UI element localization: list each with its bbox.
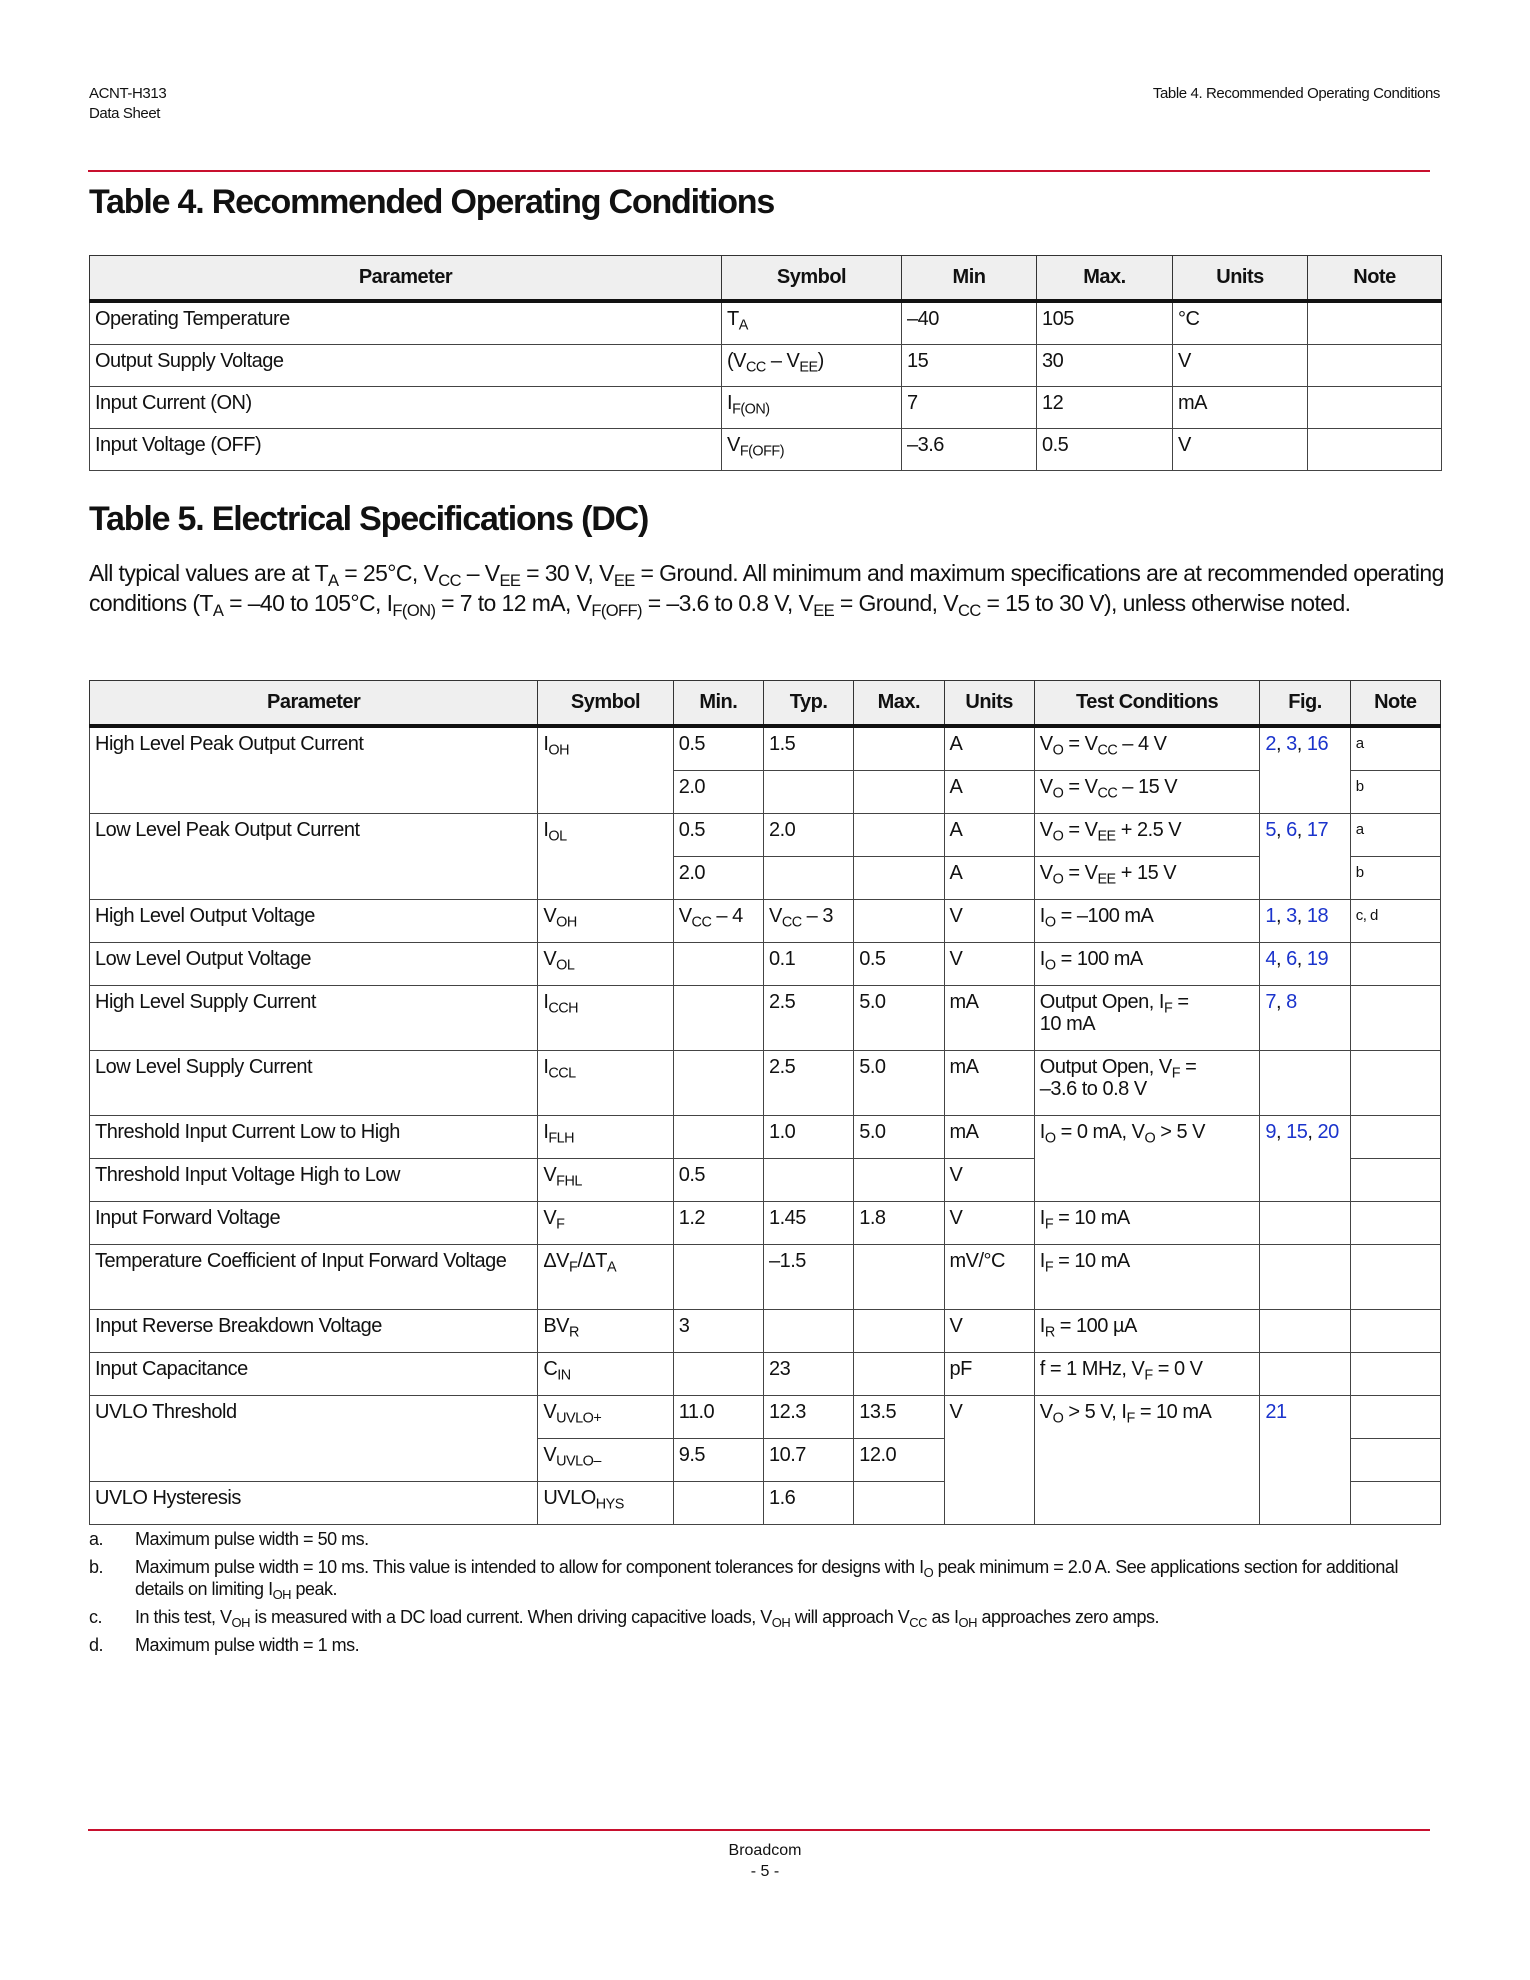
min-cell: 1.2 bbox=[673, 1202, 763, 1245]
table-row bbox=[90, 900, 1441, 943]
typ-cell: 12.3 bbox=[763, 1396, 853, 1439]
note-cell bbox=[1350, 1353, 1440, 1396]
col-header: Test Conditions bbox=[1034, 681, 1260, 727]
note-cell bbox=[1350, 1482, 1440, 1525]
footnote bbox=[89, 1634, 1429, 1656]
min-cell bbox=[673, 1245, 763, 1310]
note-cell: a bbox=[1350, 726, 1440, 771]
doc-type: Data Sheet bbox=[89, 105, 161, 122]
fig-cell bbox=[1260, 1202, 1350, 1245]
note-cell bbox=[1350, 986, 1440, 1051]
typ-cell: 1.0 bbox=[763, 1116, 853, 1159]
test-conditions-cell: Output Open, $I_F$ = 10 mA bbox=[1034, 986, 1260, 1051]
fig-link[interactable]: 6 bbox=[1286, 948, 1297, 970]
units-cell: °C bbox=[1173, 301, 1308, 345]
footnote-text: Maximum pulse width = 1 ms. bbox=[135, 1635, 360, 1655]
test-conditions-cell: $I_F = 10$ mA bbox=[1034, 1245, 1260, 1310]
symbol-cell: $C_{IN}$ bbox=[538, 1353, 673, 1396]
symbol-cell: $I_{F(ON)}$ bbox=[722, 387, 902, 429]
min-cell: 0.5 bbox=[673, 814, 763, 857]
fig-cell: 9, 15, 20 bbox=[1260, 1116, 1350, 1202]
doc-id: ACNT-H313 bbox=[89, 85, 167, 102]
note-cell bbox=[1350, 1245, 1440, 1310]
symbol-cell: $V_F$ bbox=[538, 1202, 673, 1245]
typ-cell: –1.5 bbox=[763, 1245, 853, 1310]
footnote bbox=[89, 1556, 1429, 1600]
fig-link[interactable]: 18 bbox=[1306, 905, 1329, 927]
units-cell: A bbox=[944, 857, 1034, 900]
max-cell: 13.5 bbox=[854, 1396, 944, 1439]
max-cell bbox=[854, 726, 944, 771]
max-cell: 1.8 bbox=[854, 1202, 944, 1245]
max-cell bbox=[854, 900, 944, 943]
symbol-cell: $I_{OH}$ bbox=[538, 726, 673, 814]
units-cell: V bbox=[944, 1310, 1034, 1353]
footer-divider bbox=[88, 1829, 1430, 1831]
min-cell bbox=[673, 1116, 763, 1159]
col-header: Max. bbox=[854, 681, 944, 727]
parameter-cell: Input Capacitance bbox=[90, 1353, 538, 1396]
table-row bbox=[90, 943, 1441, 986]
units-cell: mA bbox=[944, 1051, 1034, 1116]
fig-link[interactable]: 4 bbox=[1265, 948, 1277, 970]
col-header: Parameter bbox=[90, 256, 722, 302]
fig-link[interactable]: 2 bbox=[1265, 733, 1277, 755]
typ-cell bbox=[763, 1159, 853, 1202]
col-header: Min bbox=[902, 256, 1037, 302]
table-footnotes bbox=[89, 1528, 1429, 1662]
fig-cell: 1, 3, 18 bbox=[1260, 900, 1350, 943]
units-cell: mA bbox=[1173, 387, 1308, 429]
table-row bbox=[90, 345, 1442, 387]
fig-link[interactable]: 3 bbox=[1286, 733, 1297, 755]
table-row bbox=[90, 1353, 1441, 1396]
page-number: - 5 - bbox=[750, 1863, 780, 1880]
table-header-row bbox=[90, 681, 1441, 727]
min-cell: 11.0 bbox=[673, 1396, 763, 1439]
typ-cell: 1.6 bbox=[763, 1482, 853, 1525]
symbol-cell: $I_{CCL}$ bbox=[538, 1051, 673, 1116]
max-cell bbox=[854, 857, 944, 900]
min-cell: –40 bbox=[902, 301, 1037, 345]
fig-cell: 7, 8 bbox=[1260, 986, 1350, 1051]
units-cell: V bbox=[944, 1396, 1034, 1525]
min-cell bbox=[673, 986, 763, 1051]
test-conditions-cell: $I_R = 100$ µA bbox=[1034, 1310, 1260, 1353]
fig-link[interactable]: 20 bbox=[1317, 1121, 1339, 1143]
test-conditions-cell: $V_O > 5$ V, $I_F = 10$ mA bbox=[1034, 1396, 1260, 1525]
max-cell: 30 bbox=[1037, 345, 1173, 387]
note-cell bbox=[1350, 1202, 1440, 1245]
note-cell: a bbox=[1350, 814, 1440, 857]
fig-cell bbox=[1260, 1310, 1350, 1353]
units-cell: A bbox=[944, 814, 1034, 857]
parameter-cell: Input Current (ON) bbox=[90, 387, 722, 429]
units-cell: A bbox=[944, 771, 1034, 814]
parameter-cell: Low Level Supply Current bbox=[90, 1051, 538, 1116]
note-cell: b bbox=[1350, 857, 1440, 900]
fig-link[interactable]: 7 bbox=[1265, 991, 1277, 1013]
note-cell bbox=[1350, 1396, 1440, 1439]
note-cell bbox=[1308, 429, 1442, 471]
max-cell: 0.5 bbox=[1037, 429, 1173, 471]
fig-cell bbox=[1260, 1353, 1350, 1396]
symbol-cell: $\Delta V_F/\Delta T_A$ bbox=[538, 1245, 673, 1310]
fig-cell: 5, 6, 17 bbox=[1260, 814, 1350, 900]
symbol-cell: $T_A$ bbox=[722, 301, 902, 345]
table-row bbox=[90, 429, 1442, 471]
footer-brand: Broadcom bbox=[728, 1842, 802, 1859]
min-cell: 2.0 bbox=[673, 771, 763, 814]
table5-intro-text: All typical values are at $T_A = 25^\circ C$, $V_{CC} - V_{EE} = 30$ V, $V_{EE}$ = Ground. All minimum and maximum specifications are at recommended operating conditions ($T_A = -40$ to 105°C, $I_{F(ON)} = 7$ to 12 mA, $V_{F(OFF)} = -3.6$ to 0.8 V, $V_{EE}$ = Ground, $V_{CC} = 15$ to 30 V), unless otherwise noted. bbox=[89, 560, 1444, 620]
table-row bbox=[90, 814, 1441, 857]
table-row bbox=[90, 1051, 1441, 1116]
min-cell bbox=[673, 1353, 763, 1396]
table-row bbox=[90, 301, 1442, 345]
col-header: Typ. bbox=[763, 681, 853, 727]
symbol-cell: $BV_R$ bbox=[538, 1310, 673, 1353]
footnote-text: Maximum pulse width = 50 ms. bbox=[135, 1529, 369, 1549]
fig-link[interactable]: 6 bbox=[1286, 819, 1297, 841]
footnote-label: c. bbox=[89, 1607, 103, 1627]
fig-link[interactable]: 5 bbox=[1265, 819, 1277, 841]
fig-cell: 4, 6, 19 bbox=[1260, 943, 1350, 986]
fig-cell bbox=[1260, 1396, 1350, 1525]
col-header: Units bbox=[944, 681, 1034, 727]
max-cell bbox=[854, 1353, 944, 1396]
symbol-cell: $V_{OL}$ bbox=[538, 943, 673, 986]
parameter-cell: Low Level Peak Output Current bbox=[90, 814, 538, 900]
parameter-cell: UVLO Hysteresis bbox=[90, 1482, 538, 1525]
units-cell: V bbox=[944, 900, 1034, 943]
symbol-cell: $(V_{CC} - V_{EE})$ bbox=[722, 345, 902, 387]
header-doc-info bbox=[89, 84, 166, 124]
recommended-operating-conditions-table bbox=[89, 255, 1442, 471]
min-cell bbox=[673, 943, 763, 986]
table-row bbox=[90, 726, 1441, 771]
min-cell: 7 bbox=[902, 387, 1037, 429]
units-cell: A bbox=[944, 726, 1034, 771]
units-cell: mV/°C bbox=[944, 1245, 1034, 1310]
typ-cell: 2.5 bbox=[763, 1051, 853, 1116]
parameter-cell: High Level Output Voltage bbox=[90, 900, 538, 943]
min-cell: 0.5 bbox=[673, 1159, 763, 1202]
typ-cell bbox=[763, 857, 853, 900]
note-cell bbox=[1308, 301, 1442, 345]
col-header: Min. bbox=[673, 681, 763, 727]
fig-link[interactable]: 3 bbox=[1286, 905, 1297, 927]
parameter-cell: Operating Temperature bbox=[90, 301, 722, 345]
min-cell: $V_{CC} - 4$ bbox=[673, 900, 763, 943]
max-cell bbox=[854, 814, 944, 857]
footnote bbox=[89, 1528, 1429, 1550]
note-cell bbox=[1350, 1051, 1440, 1116]
min-cell bbox=[673, 1051, 763, 1116]
footnote-label: d. bbox=[89, 1635, 104, 1655]
parameter-cell: Output Supply Voltage bbox=[90, 345, 722, 387]
header-section: Table 4. Recommended Operating Conditions bbox=[1152, 85, 1440, 102]
col-header: Units bbox=[1173, 256, 1308, 302]
symbol-cell: $I_{FLH}$ bbox=[538, 1116, 673, 1159]
max-cell: 5.0 bbox=[854, 986, 944, 1051]
fig-link[interactable]: 19 bbox=[1306, 948, 1329, 970]
electrical-specifications-table bbox=[89, 680, 1441, 1525]
footnote-label: a. bbox=[89, 1529, 104, 1549]
symbol-cell: $UVLO_{HYS}$ bbox=[538, 1482, 673, 1525]
symbol-cell: $V_{OH}$ bbox=[538, 900, 673, 943]
symbol-cell: $I_{CCH}$ bbox=[538, 986, 673, 1051]
min-cell: 15 bbox=[902, 345, 1037, 387]
max-cell: 5.0 bbox=[854, 1116, 944, 1159]
max-cell bbox=[854, 771, 944, 814]
symbol-cell: $I_{OL}$ bbox=[538, 814, 673, 900]
typ-cell: 2.5 bbox=[763, 986, 853, 1051]
fig-link[interactable]: 21 bbox=[1265, 1401, 1287, 1423]
typ-suffix: – 3 bbox=[806, 905, 833, 927]
parameter-cell: Threshold Input Current Low to High bbox=[90, 1116, 538, 1159]
units-cell: mA bbox=[944, 986, 1034, 1051]
units-cell: V bbox=[1173, 345, 1308, 387]
min-cell: 3 bbox=[673, 1310, 763, 1353]
max-cell bbox=[854, 1159, 944, 1202]
max-cell: 0.5 bbox=[854, 943, 944, 986]
min-cell: –3.6 bbox=[902, 429, 1037, 471]
note-cell bbox=[1308, 387, 1442, 429]
col-header: Max. bbox=[1037, 256, 1173, 302]
typ-cell: 2.0 bbox=[763, 814, 853, 857]
test-line2: 10 mA bbox=[1039, 1013, 1096, 1035]
test-conditions-cell: $I_O = 100$ mA bbox=[1034, 943, 1260, 986]
typ-cell: $V_{CC} - 3$ bbox=[763, 900, 853, 943]
fig-link[interactable]: 16 bbox=[1306, 733, 1329, 755]
test-conditions-cell: $V_O = V_{EE} + 2.5$ V bbox=[1034, 814, 1260, 857]
typ-cell: 1.45 bbox=[763, 1202, 853, 1245]
max-cell: 12.0 bbox=[854, 1439, 944, 1482]
max-cell bbox=[854, 1245, 944, 1310]
units-cell: V bbox=[944, 1202, 1034, 1245]
units-cell: V bbox=[944, 1159, 1034, 1202]
units-cell: V bbox=[1173, 429, 1308, 471]
table-row bbox=[90, 1310, 1441, 1353]
typ-cell: 1.5 bbox=[763, 726, 853, 771]
test-conditions-cell: $V_O = V_{EE} + 15$ V bbox=[1034, 857, 1260, 900]
min-cell: 2.0 bbox=[673, 857, 763, 900]
typ-cell bbox=[763, 1310, 853, 1353]
parameter-cell: Low Level Output Voltage bbox=[90, 943, 538, 986]
parameter-cell: Input Voltage (OFF) bbox=[90, 429, 722, 471]
fig-link[interactable]: 15 bbox=[1286, 1121, 1308, 1143]
fig-cell bbox=[1260, 1051, 1350, 1116]
parameter-cell: Temperature Coefficient of Input Forward Voltage bbox=[90, 1245, 538, 1310]
parameter-cell: UVLO Threshold bbox=[90, 1396, 538, 1482]
footnote bbox=[89, 1606, 1429, 1628]
table4-title: Table 4. Recommended Operating Conditions bbox=[89, 183, 775, 221]
parameter-cell: Input Reverse Breakdown Voltage bbox=[90, 1310, 538, 1353]
fig-link[interactable]: 1 bbox=[1265, 905, 1277, 927]
table-header-row bbox=[90, 256, 1442, 302]
col-header: Parameter bbox=[90, 681, 538, 727]
units-cell: V bbox=[944, 943, 1034, 986]
parameter-cell: Threshold Input Voltage High to Low bbox=[90, 1159, 538, 1202]
table-row bbox=[90, 986, 1441, 1051]
units-cell: pF bbox=[944, 1353, 1034, 1396]
note-cell bbox=[1350, 1439, 1440, 1482]
table-row bbox=[90, 1396, 1441, 1439]
fig-link[interactable]: 8 bbox=[1286, 991, 1297, 1013]
max-cell bbox=[854, 1310, 944, 1353]
parameter-cell: High Level Supply Current bbox=[90, 986, 538, 1051]
min-cell bbox=[673, 1482, 763, 1525]
col-header: Fig. bbox=[1260, 681, 1350, 727]
test-conditions-cell: $V_O = V_{CC} - 4$ V bbox=[1034, 726, 1260, 771]
max-cell bbox=[854, 1482, 944, 1525]
table-row bbox=[90, 1245, 1441, 1310]
footnote-text: Maximum pulse width = 10 ms. This value is intended to allow for component tolerances for designs with $I_O$ peak minimum = 2.0 A. See applications section for additional details on limiting $I_{OH}$ peak. bbox=[135, 1557, 1398, 1602]
note-cell bbox=[1308, 345, 1442, 387]
fig-link[interactable]: 17 bbox=[1306, 819, 1329, 841]
min-suffix: – 4 bbox=[716, 905, 743, 927]
note-cell bbox=[1350, 1116, 1440, 1159]
note-cell bbox=[1350, 1310, 1440, 1353]
test-conditions-cell: Output Open, $V_F$ = –3.6 to 0.8 V bbox=[1034, 1051, 1260, 1116]
max-cell: 5.0 bbox=[854, 1051, 944, 1116]
fig-link[interactable]: 9 bbox=[1265, 1121, 1277, 1143]
fig-cell bbox=[1260, 1245, 1350, 1310]
typ-cell: 23 bbox=[763, 1353, 853, 1396]
fig-cell: 2, 3, 16 bbox=[1260, 726, 1350, 814]
note-cell bbox=[1350, 1159, 1440, 1202]
max-cell: 12 bbox=[1037, 387, 1173, 429]
test-conditions-cell: $I_O = 0$ mA, $V_O > 5$ V bbox=[1034, 1116, 1260, 1202]
table-row bbox=[90, 387, 1442, 429]
test-conditions-cell: f = 1 MHz, $V_F = 0$ V bbox=[1034, 1353, 1260, 1396]
parameter-cell: High Level Peak Output Current bbox=[90, 726, 538, 814]
units-cell: mA bbox=[944, 1116, 1034, 1159]
test-conditions-cell: $I_O = -100$ mA bbox=[1034, 900, 1260, 943]
min-cell: 0.5 bbox=[673, 726, 763, 771]
header-divider bbox=[88, 170, 1430, 172]
symbol-cell: $V_{UVLO-}$ bbox=[538, 1439, 673, 1482]
max-cell: 105 bbox=[1037, 301, 1173, 345]
test-conditions-cell: $I_F = 10$ mA bbox=[1034, 1202, 1260, 1245]
table-row bbox=[90, 1116, 1441, 1159]
col-header: Symbol bbox=[722, 256, 902, 302]
typ-cell bbox=[763, 771, 853, 814]
note-cell: c, d bbox=[1350, 900, 1440, 943]
symbol-cell: $V_{UVLO+}$ bbox=[538, 1396, 673, 1439]
table-row bbox=[90, 1202, 1441, 1245]
min-cell: 9.5 bbox=[673, 1439, 763, 1482]
col-header: Note bbox=[1350, 681, 1440, 727]
symbol-cell: $V_{F(OFF)}$ bbox=[722, 429, 902, 471]
parameter-cell: Input Forward Voltage bbox=[90, 1202, 538, 1245]
test-conditions-cell: $V_O = V_{CC} - 15$ V bbox=[1034, 771, 1260, 814]
symbol-cell: $V_{FHL}$ bbox=[538, 1159, 673, 1202]
footnote-text: In this test, $V_{OH}$ is measured with a DC load current. When driving capacitive loads, $V_{OH}$ will approach $V_{CC}$ as $I_{OH}$ approaches zero amps. bbox=[135, 1607, 1160, 1630]
typ-cell: 0.1 bbox=[763, 943, 853, 986]
col-header: Symbol bbox=[538, 681, 673, 727]
note-cell: b bbox=[1350, 771, 1440, 814]
test-line2: –3.6 to 0.8 V bbox=[1039, 1078, 1147, 1100]
footnote-label: b. bbox=[89, 1557, 104, 1577]
col-header: Note bbox=[1308, 256, 1442, 302]
typ-cell: 10.7 bbox=[763, 1439, 853, 1482]
note-cell bbox=[1350, 943, 1440, 986]
table5-title: Table 5. Electrical Specifications (DC) bbox=[89, 500, 649, 538]
